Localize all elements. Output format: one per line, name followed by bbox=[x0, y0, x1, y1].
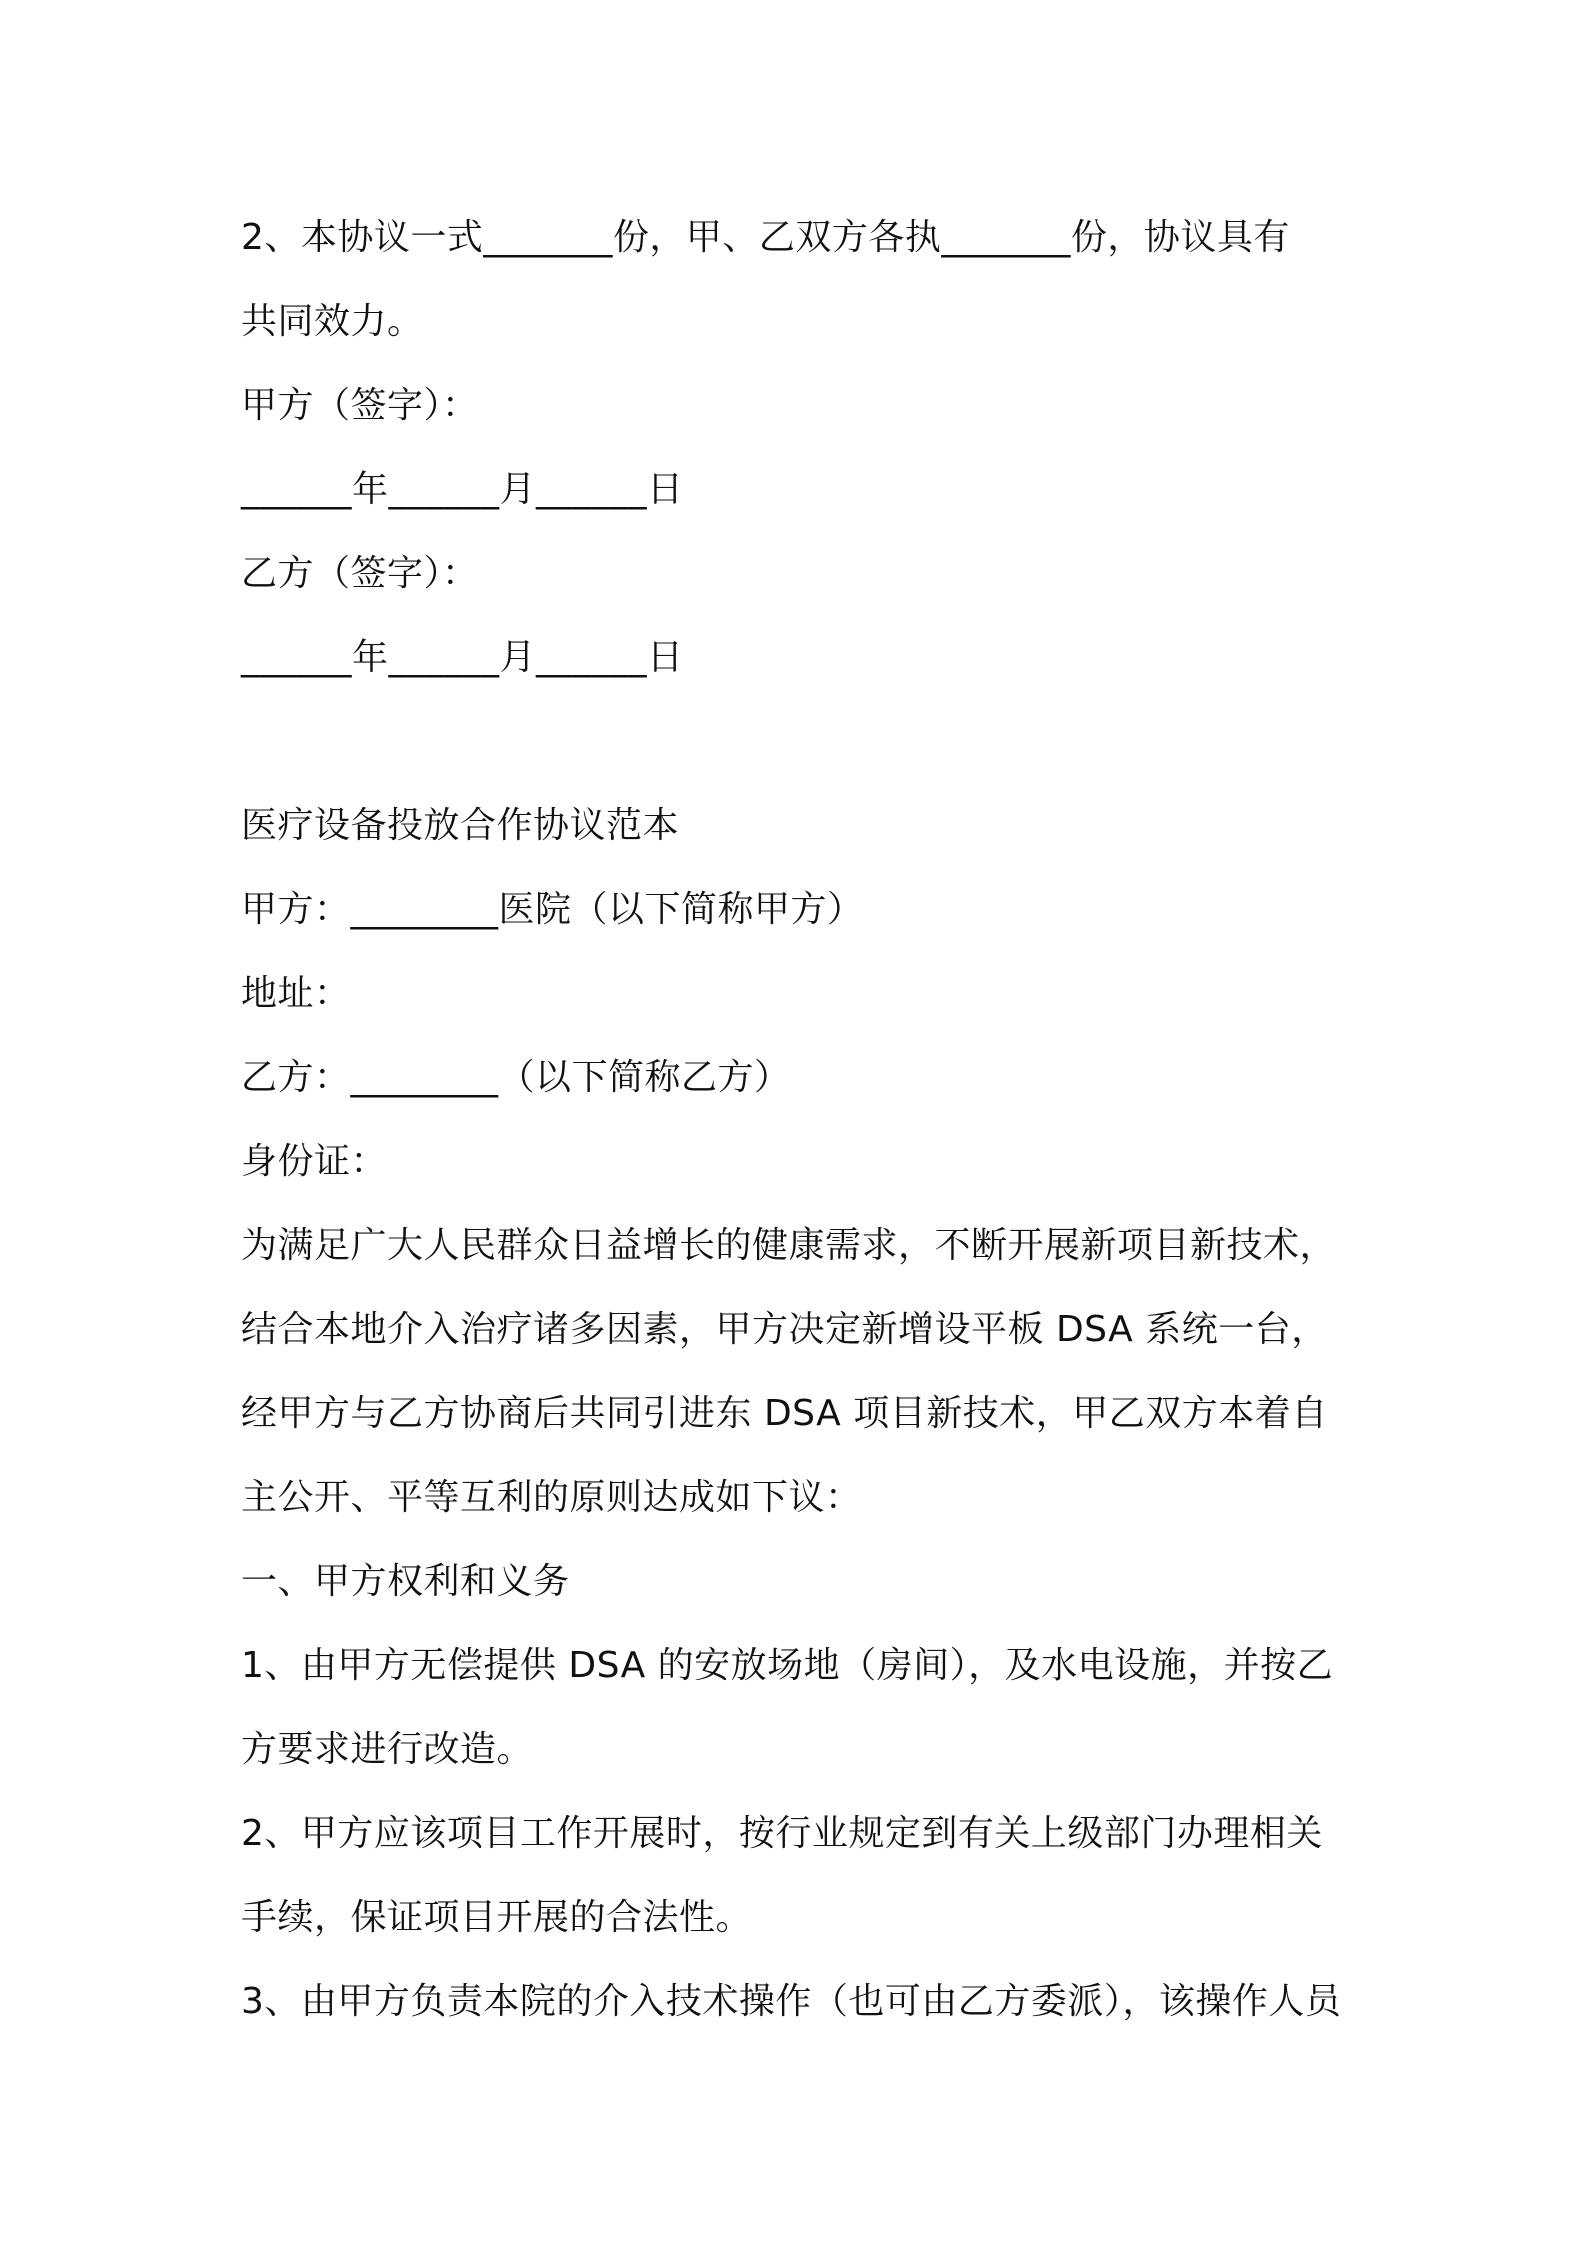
section-spacer bbox=[241, 700, 1356, 784]
preamble-line3: 经甲方与乙方协商后共同引进东 DSA 项目新技术，甲乙双方本着自 bbox=[241, 1393, 1328, 1434]
clause-copies-line2: 共同效力。 bbox=[241, 301, 424, 342]
document-body bbox=[241, 196, 1356, 2044]
clause-copies-line1: 2、本协议一式_______份，甲、乙双方各执_______份，协议具有 bbox=[241, 217, 1290, 258]
party-b-signature-label: 乙方（签字）： bbox=[241, 553, 479, 594]
preamble-line2: 结合本地介入治疗诸多因素，甲方决定新增设平板 DSA 系统一台， bbox=[241, 1309, 1328, 1350]
id-card-line: 身份证： bbox=[241, 1141, 388, 1182]
party-a-signature-label: 甲方（签字）： bbox=[241, 385, 479, 426]
party-b-date-line: ______年______月______日 bbox=[241, 637, 684, 678]
clause-1-line2: 方要求进行改造。 bbox=[241, 1729, 534, 1770]
clause-2-line2: 手续，保证项目开展的合法性。 bbox=[241, 1897, 753, 1938]
party-a-line: 甲方：________医院（以下简称甲方） bbox=[241, 889, 864, 930]
clause-1-line1: 1、由甲方无偿提供 DSA 的安放场地（房间），及水电设施，并按乙 bbox=[241, 1645, 1334, 1686]
address-line: 地址： bbox=[241, 973, 351, 1014]
clause-2-line1: 2、甲方应该项目工作开展时，按行业规定到有关上级部门办理相关 bbox=[241, 1813, 1323, 1854]
party-b-line: 乙方：________（以下简称乙方） bbox=[241, 1057, 791, 1098]
preamble-line1: 为满足广大人民群众日益增长的健康需求，不断开展新项目新技术， bbox=[241, 1225, 1337, 1266]
party-a-date-line: ______年______月______日 bbox=[241, 469, 684, 510]
clause-3-line1: 3、由甲方负责本院的介入技术操作（也可由乙方委派），该操作人员 bbox=[241, 1981, 1342, 2022]
agreement-title: 医疗设备投放合作协议范本 bbox=[241, 805, 680, 846]
preamble-line4: 主公开、平等互利的原则达成如下议： bbox=[241, 1477, 862, 1518]
section-heading-party-a: 一、甲方权利和义务 bbox=[241, 1561, 570, 1602]
